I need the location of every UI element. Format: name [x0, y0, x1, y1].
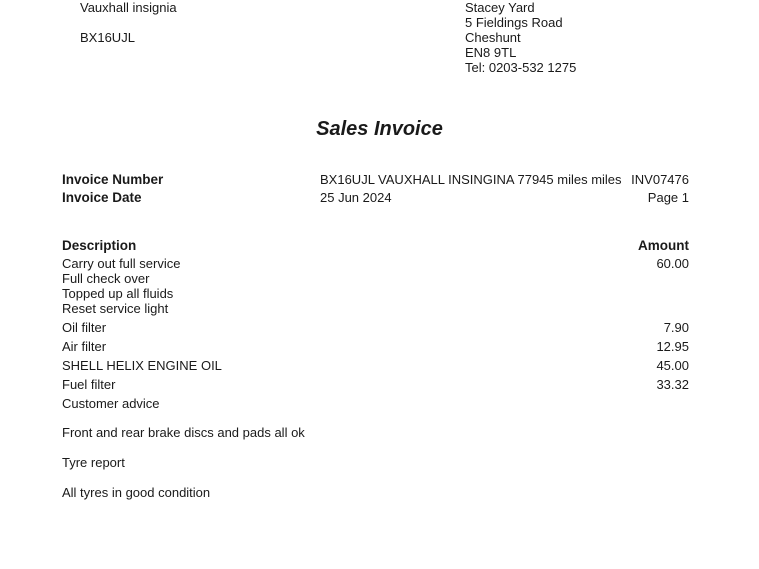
- customer-block: [80, 0, 177, 45]
- invoice-date-value: 25 Jun 2024: [320, 190, 392, 205]
- supplier-address-line: Stacey Yard: [465, 0, 535, 15]
- invoice-date-label: Invoice Date: [62, 190, 142, 205]
- line-item-description: Air filter: [62, 339, 107, 354]
- supplier-address-line: 5 Fieldings Road: [465, 15, 563, 30]
- line-item: [62, 339, 689, 358]
- supplier-postcode: EN8 9TL: [465, 45, 517, 60]
- document-title-wrap: [0, 117, 759, 141]
- line-item: [62, 396, 689, 415]
- supplier-address-block: [465, 0, 576, 75]
- advice-note: Front and rear brake discs and pads all ok: [62, 425, 305, 440]
- invoice-number-value: BX16UJL VAUXHALL INSINGINA 77945 miles miles: [320, 172, 622, 187]
- line-items: [62, 256, 689, 415]
- line-item-description: SHELL HELIX ENGINE OIL: [62, 358, 222, 373]
- line-item-amount: 7.90: [663, 320, 689, 335]
- supplier-phone: Tel: 0203-532 1275: [465, 60, 577, 75]
- page-number: Page 1: [647, 190, 689, 205]
- line-item: [62, 377, 689, 396]
- invoice-number-label: Invoice Number: [62, 172, 164, 187]
- vehicle-name: Vauxhall insignia: [80, 0, 177, 15]
- line-item: [62, 320, 689, 339]
- line-item-description: Fuel filter: [62, 377, 116, 392]
- line-item: [62, 256, 689, 320]
- line-item-amount: 33.32: [656, 377, 689, 392]
- amount-header: Amount: [638, 238, 689, 253]
- supplier-address-line: Cheshunt: [465, 30, 521, 45]
- invoice-reference: INV07476: [631, 172, 689, 187]
- line-item-text: Reset service light: [62, 301, 169, 316]
- line-item-description: [62, 256, 180, 320]
- line-item: [62, 358, 689, 377]
- line-item-text: Full check over: [62, 271, 150, 286]
- description-header: Description: [62, 238, 137, 253]
- line-item-description: Customer advice: [62, 396, 160, 411]
- advice-note: Tyre report: [62, 455, 125, 470]
- line-item-amount: 45.00: [656, 358, 689, 373]
- line-item-text: Topped up all fluids: [62, 286, 174, 301]
- line-item-text: Carry out full service: [62, 256, 181, 271]
- document-title: Sales Invoice: [316, 118, 443, 140]
- line-item-amount: 12.95: [656, 339, 689, 354]
- advice-note: All tyres in good condition: [62, 485, 211, 500]
- line-item-amount: 60.00: [656, 256, 689, 271]
- line-item-description: Oil filter: [62, 320, 107, 335]
- vehicle-registration: BX16UJL: [80, 30, 135, 45]
